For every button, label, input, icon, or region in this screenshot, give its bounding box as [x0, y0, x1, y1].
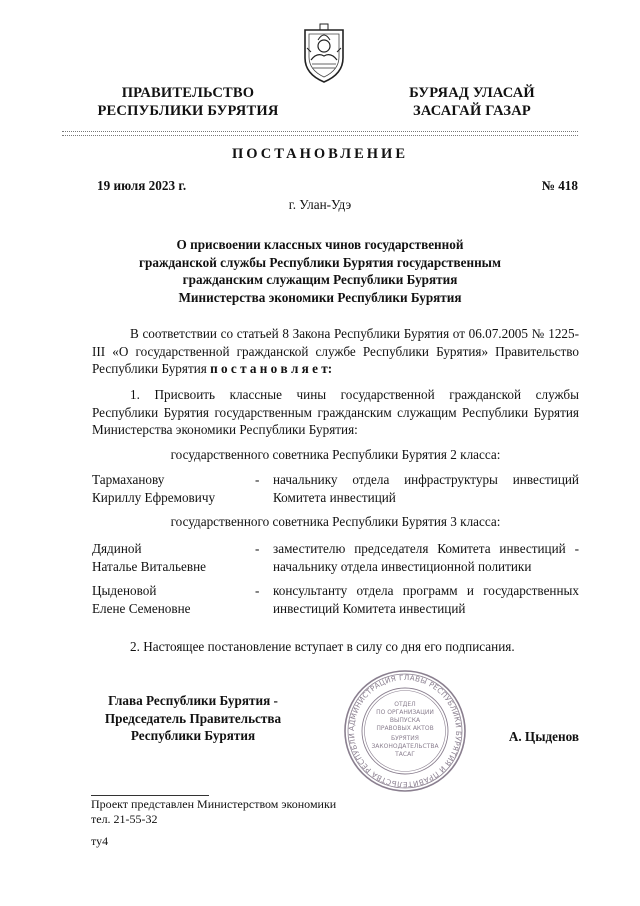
document-date: 19 июля 2023 г.: [97, 178, 187, 193]
stamp-text-line: ТАСАГ: [395, 751, 415, 758]
item-1-paragraph: 1. Присвоить классные чины государственной гражданской службы Республики Бурятия государственным гражданским служащим Республики Бурятия Министерства экономики Республики Бурятия:: [92, 387, 579, 437]
person-given-names: Наталье Витальевне: [92, 558, 207, 574]
header-divider-top: [62, 131, 578, 132]
signatory-title-line: Глава Республики Бурятия -: [108, 693, 278, 708]
document-city: г. Улан-Удэ: [288, 197, 352, 212]
stamp-text-line: ЗАКОНОДАТЕЛЬСТВА: [371, 743, 439, 750]
footer-phone: тел. 21-55-32: [91, 812, 158, 826]
grade-3-heading: государственного советника Республики Бурятия 3 класса:: [170, 514, 501, 529]
preamble-text: В соответствии со статьей 8 Закона Республики Бурятия от 06.07.2005 № 1225-III «О государственной гражданской службе Республики Бурятия» Правительство Республики Бурятия: [92, 326, 579, 376]
document-number: № 418: [541, 178, 578, 193]
official-stamp: [342, 668, 468, 794]
stamp-text-line: ОТДЕЛ: [394, 701, 416, 708]
person-position: заместителю председателя Комитета инвестиций - начальнику отдела инвестиционной политики: [273, 541, 579, 574]
subject-line: Министерства экономики Республики Бурятия: [178, 289, 462, 305]
signatory-title: [88, 692, 298, 745]
person-entry: [92, 582, 579, 618]
person-name: [92, 582, 252, 617]
subject-line: О присвоении классных чинов государственной: [176, 237, 464, 252]
stamp-ring-text: АДМИНИСТРАЦИЯ ГЛАВЫ РЕСПУБЛИКИ БУРЯТИЯ И ПРАВИТЕЛЬСТВА РЕСПУБЛИ: [346, 672, 464, 790]
person-surname: Цыденовой: [92, 583, 157, 598]
header-divider-bottom: [62, 135, 578, 136]
header-right-line2: ЗАСАГАЙ ГАЗАР: [413, 103, 531, 119]
subject-line: гражданским служащим Республики Бурятия: [182, 272, 458, 287]
person-entry: [92, 471, 579, 507]
header-left-line2: РЕСПУБЛИКИ БУРЯТИЯ: [97, 103, 279, 119]
coat-of-arms-buryatia-icon: [299, 22, 349, 84]
signatory-title-line: Республики Бурятия: [130, 728, 256, 743]
entry-dash: -: [255, 472, 260, 487]
document-type-title: ПОСТАНОВЛЕНИЕ: [231, 146, 408, 162]
footer-project-note: Проект представлен Министерством экономики: [91, 797, 337, 811]
footer-code: ту4: [91, 834, 109, 848]
header-right-line1: БУРЯАД УЛАСАЙ: [409, 85, 535, 101]
preamble-paragraph: [92, 325, 579, 378]
header-left-line1: ПРАВИТЕЛЬСТВО: [121, 85, 255, 101]
header-left: [68, 84, 308, 120]
person-position: консультанту отдела программ и государственных инвестиций Комитета инвестиций: [273, 583, 579, 616]
item-2-paragraph: 2. Настоящее постановление вступает в силу со дня его подписания.: [130, 639, 515, 654]
person-given-names: Кириллу Ефремовичу: [92, 489, 216, 505]
person-given-names: Елене Семеновне: [92, 600, 191, 616]
stamp-text-line: ПО ОРГАНИЗАЦИИ: [376, 709, 434, 716]
stamp-text-line: ВЫПУСКА: [389, 717, 421, 724]
person-surname: Тармаханову: [92, 472, 165, 487]
signatory-name: А. Цыденов: [508, 729, 579, 744]
person-entry: [92, 540, 579, 576]
person-position: начальнику отдела инфраструктуры инвестиций Комитета инвестиций: [273, 472, 579, 505]
preamble-decree: п о с т а н о в л я е т:: [210, 361, 333, 376]
person-name: [92, 471, 252, 506]
footer-note: [91, 797, 336, 827]
stamp-graphic: [342, 668, 468, 794]
header-right: [352, 84, 592, 120]
person-name: [92, 540, 252, 575]
document-subject: [80, 236, 560, 306]
signatory-title-line: Председатель Правительства: [104, 710, 282, 726]
entry-dash: -: [255, 541, 260, 556]
stamp-text-line: БУРЯТИЯ: [391, 735, 419, 742]
footer-divider: [91, 795, 209, 796]
grade-2-heading: государственного советника Республики Бурятия 2 класса:: [170, 447, 501, 462]
person-surname: Дядиной: [92, 541, 142, 556]
subject-line: гражданской службы Республики Бурятия государственным: [139, 254, 501, 270]
stamp-text-line: ПРАВОВЫХ АКТОВ: [376, 725, 434, 732]
entry-dash: -: [255, 583, 260, 598]
